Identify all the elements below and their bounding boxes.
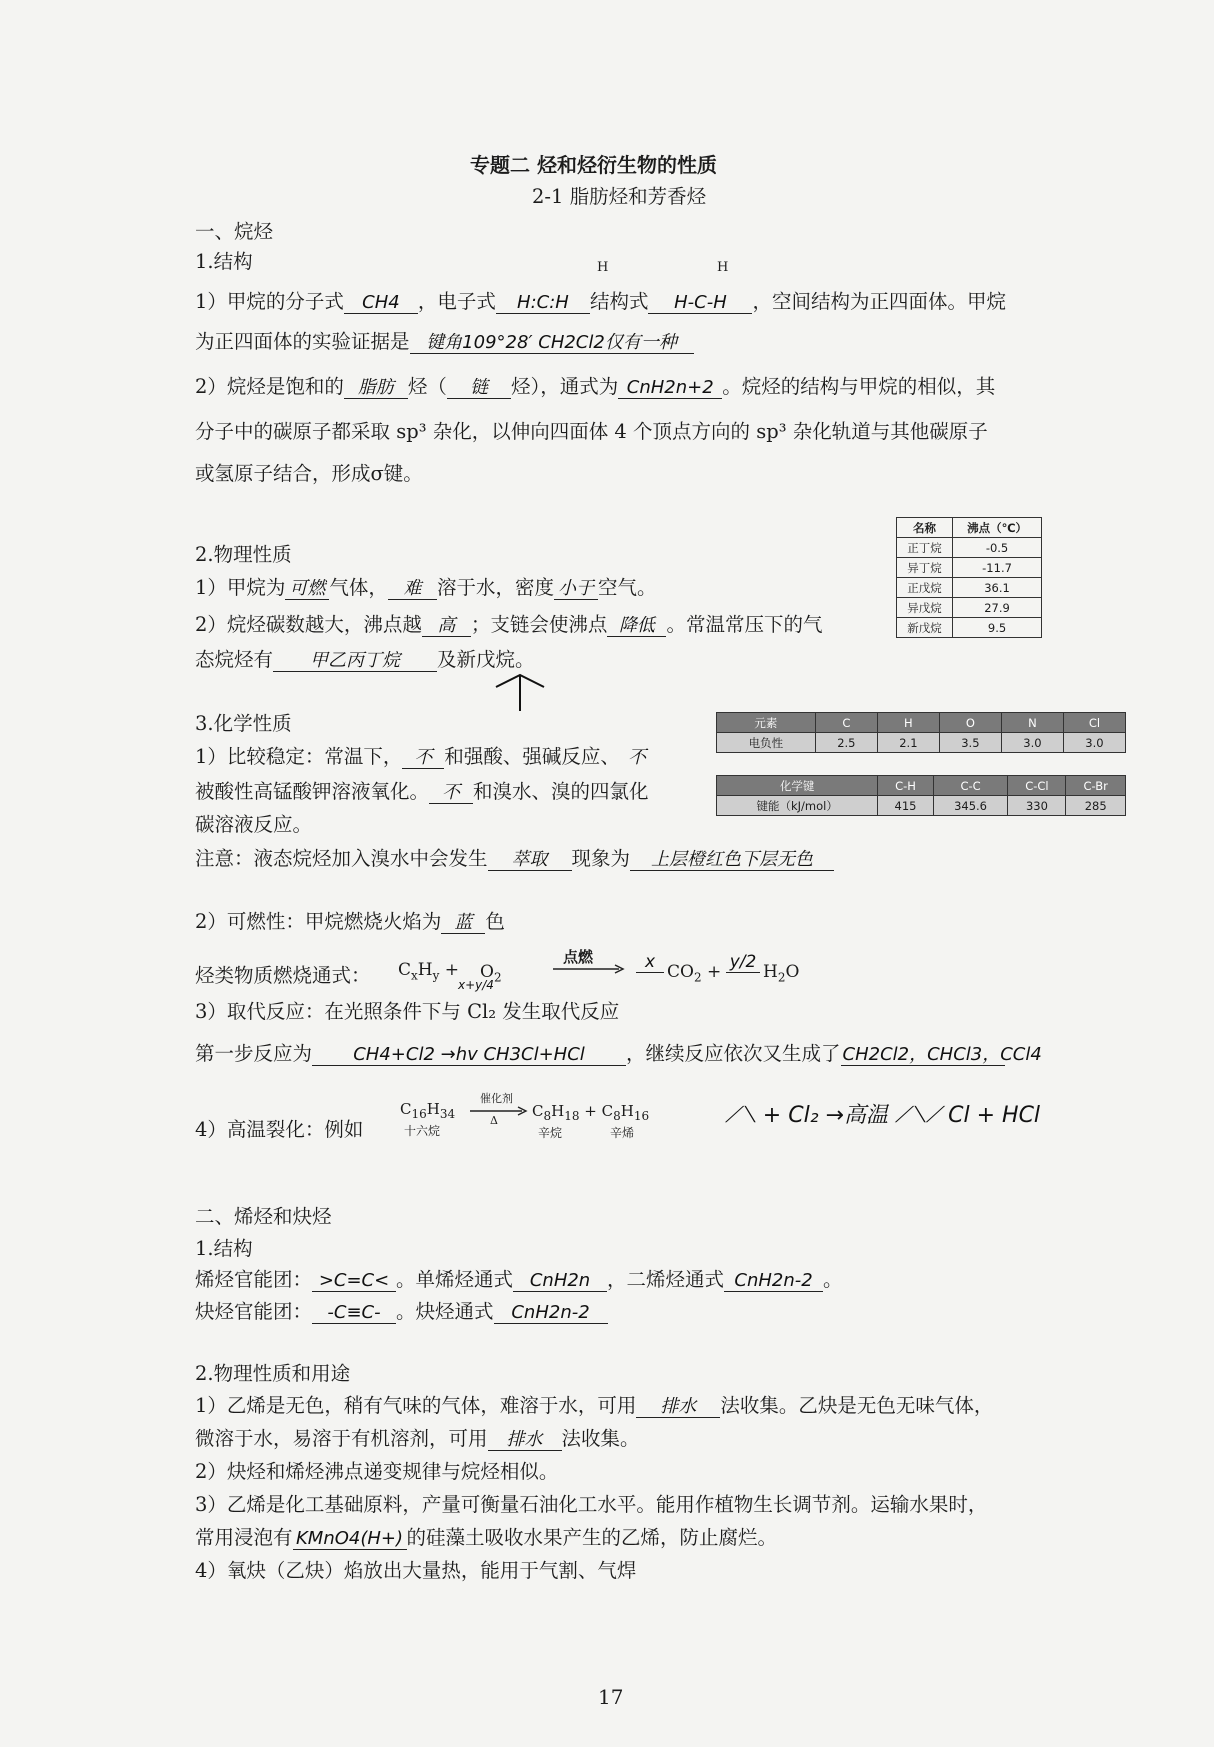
text-segment: 微溶于水，易溶于有机溶剂，可用 bbox=[195, 1427, 488, 1450]
text-segment: 的硅藻土吸收水果产生的乙烯，防止腐烂。 bbox=[406, 1526, 778, 1549]
table-row bbox=[897, 598, 1042, 618]
text-segment: 和溴水、溴的四氯化 bbox=[473, 780, 649, 803]
combustion-formula-label: 烃类物质燃烧通式： bbox=[195, 964, 371, 987]
table-cell: 3.5 bbox=[939, 733, 1001, 753]
table-header-cell: C bbox=[815, 713, 877, 733]
answer-blank: 可燃 bbox=[285, 579, 329, 600]
page-subtitle: 2-1 脂肪烃和芳香烃 bbox=[532, 185, 707, 208]
table-header-cell: C-C bbox=[933, 776, 1008, 796]
combustion-condition: 点燃 bbox=[563, 948, 594, 966]
text-segment: 现象为 bbox=[571, 847, 631, 870]
text-segment: 2）烷烃碳数越大，沸点越 bbox=[195, 613, 422, 636]
answer-blank: 键角109°28′ CH2Cl2仅有一种 bbox=[410, 333, 694, 354]
cracking-product2-name: 辛烯 bbox=[610, 1126, 635, 1140]
table-header-row bbox=[897, 518, 1042, 538]
table-header-cell: 沸点（℃） bbox=[953, 518, 1042, 538]
text-segment: 第一步反应为 bbox=[195, 1042, 313, 1065]
table-header-row bbox=[717, 776, 1126, 796]
neopentane-sketch-icon bbox=[490, 665, 550, 713]
answer-blank: CH2Cl2，CHCl3，CCl4 bbox=[842, 1044, 1042, 1065]
table-cell: 异丁烷 bbox=[897, 558, 953, 578]
fruit-preservation-line bbox=[195, 1526, 777, 1550]
table-cell: 键能（kJ/mol） bbox=[717, 796, 878, 816]
boiling-point-table bbox=[896, 517, 1042, 638]
reaction-arrow-icon bbox=[553, 964, 625, 974]
table-cell: 36.1 bbox=[953, 578, 1042, 598]
table-cell: 正戊烷 bbox=[897, 578, 953, 598]
text-segment: 炔烃官能团： bbox=[195, 1300, 313, 1323]
text-segment: ；支链会使沸点 bbox=[470, 613, 608, 636]
table-cell: 3.0 bbox=[1063, 733, 1125, 753]
subheading-physical: 2.物理性质 bbox=[195, 543, 292, 566]
cracking-reactant: $C_{16}H_{34}$ bbox=[400, 1100, 456, 1121]
stability-line-1 bbox=[195, 745, 654, 769]
answer-blank: 不 bbox=[402, 748, 444, 769]
text-segment: 2）烷烃是饱和的 bbox=[195, 375, 344, 398]
text-segment: 及新戊烷。 bbox=[437, 648, 535, 671]
table-header-cell: 名称 bbox=[897, 518, 953, 538]
table-cell: -0.5 bbox=[953, 538, 1042, 558]
evidence-line bbox=[195, 330, 694, 354]
text-segment: 1）甲烷为 bbox=[195, 576, 286, 599]
bond-energy-table bbox=[716, 775, 1126, 816]
acetylene-line bbox=[195, 1427, 640, 1451]
subheading-structure-2: 1.结构 bbox=[195, 1237, 253, 1260]
answer-blank: 蓝 bbox=[441, 913, 485, 934]
stability-line-3: 碳溶液反应。 bbox=[195, 813, 313, 836]
table-cell: 电负性 bbox=[717, 733, 816, 753]
text-segment: 结构式 bbox=[589, 290, 649, 313]
table-header-cell: C-H bbox=[878, 776, 933, 796]
table-cell: 27.9 bbox=[953, 598, 1042, 618]
text-segment: 。炔烃通式 bbox=[396, 1300, 494, 1323]
ethylene-line bbox=[195, 1394, 993, 1418]
table-header-cell: 元素 bbox=[717, 713, 816, 733]
table-row bbox=[897, 618, 1042, 638]
answer-blank: CnH2n bbox=[513, 1271, 607, 1292]
table-header-cell: C-Cl bbox=[1008, 776, 1066, 796]
methane-line bbox=[195, 290, 1006, 314]
text-segment: 烯烃官能团： bbox=[195, 1268, 313, 1291]
answer-blank: CnH2n-2 bbox=[494, 1303, 608, 1324]
co2-formula: $CO_2$ + bbox=[667, 962, 722, 985]
text-segment: 法收集。 bbox=[561, 1427, 640, 1450]
answer-blank: H-C-H bbox=[648, 293, 752, 314]
cracking-catalyst: 催化剂 bbox=[480, 1092, 513, 1105]
answer-blank: CH4+Cl2 →hv CH3Cl+HCl bbox=[312, 1045, 626, 1066]
sp3-text: 分子中的碳原子都采取 sp³ 杂化，以伸向四面体 4 个顶点方向的 sp³ 杂化轨道与其他碳原子 bbox=[195, 420, 988, 443]
answer-blank: 链 bbox=[447, 378, 511, 399]
table-cell: 新戊烷 bbox=[897, 618, 953, 638]
cracking-products: $C_8H_{18} + C_8H_{16}$ bbox=[532, 1102, 650, 1123]
answer-blank: 高 bbox=[422, 616, 471, 637]
electron-formula-top-h: H bbox=[597, 260, 609, 275]
o2-formula: $O_2$ bbox=[480, 962, 502, 985]
text-segment: 为正四面体的实验证据是 bbox=[195, 330, 410, 353]
table-header-cell: C-Br bbox=[1066, 776, 1126, 796]
text-segment: 。常温常压下的气 bbox=[666, 613, 823, 636]
table-cell: 2.1 bbox=[877, 733, 939, 753]
gaseous-alkanes-line bbox=[195, 648, 535, 672]
ethylene-use-line: 3）乙烯是化工基础原料，产量可衡量石油化工水平。能用作植物生长调节剂。运输水果时， bbox=[195, 1493, 988, 1516]
table-cell: 9.5 bbox=[953, 618, 1042, 638]
table-header-cell: O bbox=[939, 713, 1001, 733]
table-cell: -11.7 bbox=[953, 558, 1042, 578]
table-row bbox=[717, 796, 1126, 816]
h2o-formula: $H_2O$ bbox=[763, 962, 800, 985]
answer-blank: 脂肪 bbox=[344, 378, 408, 399]
text-segment: 色 bbox=[485, 910, 505, 933]
cracking-product1-name: 辛烷 bbox=[538, 1126, 563, 1140]
table-cell: 330 bbox=[1008, 796, 1066, 816]
text-segment: ，电子式 bbox=[417, 290, 496, 313]
table-header-cell: H bbox=[877, 713, 939, 733]
text-segment: 常用浸泡有 bbox=[195, 1526, 293, 1549]
alkyne-functional-line bbox=[195, 1300, 608, 1324]
page-title: 专题二 烃和烃衍生物的性质 bbox=[470, 153, 717, 177]
answer-blank: CnH2n+2 bbox=[618, 378, 722, 399]
text-segment: 2）可燃性：甲烷燃烧火焰为 bbox=[195, 910, 442, 933]
answer-blank: 不 bbox=[627, 747, 646, 768]
text-segment: ，空间结构为正四面体。甲烷 bbox=[752, 290, 1006, 313]
table-row bbox=[897, 558, 1042, 578]
table-cell: 正丁烷 bbox=[897, 538, 953, 558]
oxyacetylene-line: 4）氧炔（乙炔）焰放出大量热，能用于气割、气焊 bbox=[195, 1559, 637, 1582]
answer-blank: H:C:H bbox=[496, 293, 590, 314]
table-header-cell: 化学键 bbox=[717, 776, 878, 796]
answer-blank: 排水 bbox=[636, 1397, 720, 1418]
methane-physical-line bbox=[195, 576, 656, 600]
note-line bbox=[195, 847, 834, 871]
subheading-physical-uses: 2.物理性质和用途 bbox=[195, 1362, 351, 1385]
combustion-line bbox=[195, 910, 505, 934]
cracking-label: 4）高温裂化：例如 bbox=[195, 1118, 364, 1141]
section-heading-alkanes: 一、烷烃 bbox=[195, 220, 274, 243]
cracking-heat: Δ bbox=[490, 1114, 498, 1127]
h2o-coefficient: y/2 bbox=[726, 952, 760, 973]
text-segment: 空气。 bbox=[597, 576, 657, 599]
subheading-chemical: 3.化学性质 bbox=[195, 712, 292, 735]
boiling-point-line bbox=[195, 613, 822, 637]
text-segment: 1）乙烯是无色，稍有气味的气体，难溶于水，可用 bbox=[195, 1394, 637, 1417]
answer-blank: CH4 bbox=[344, 293, 418, 314]
table-cell: 285 bbox=[1066, 796, 1126, 816]
struct-formula-top-h: H bbox=[717, 260, 729, 275]
text-segment: 1）甲烷的分子式 bbox=[195, 290, 344, 313]
cracking-reactant-name: 十六烷 bbox=[404, 1124, 441, 1138]
answer-blank: 小于 bbox=[554, 579, 598, 600]
stability-line-2 bbox=[195, 780, 649, 804]
text-segment: 和强酸、强碱反应、 bbox=[444, 745, 620, 768]
text-segment: ，继续反应依次又生成了 bbox=[626, 1042, 841, 1065]
electronegativity-table bbox=[716, 712, 1126, 753]
answer-blank: KMnO4(H+) bbox=[293, 1529, 407, 1550]
handwritten-equation: ⟋⟍ + Cl₂ →高温 ⟋⟍⟋ Cl + HCl bbox=[725, 1103, 1041, 1128]
text-segment: 1）比较稳定：常温下， bbox=[195, 745, 403, 768]
text-segment: 。烷烃的结构与甲烷的相似，其 bbox=[722, 375, 996, 398]
section-heading-alkenes: 二、烯烃和炔烃 bbox=[195, 1205, 332, 1228]
answer-blank: -C≡C- bbox=[312, 1303, 396, 1324]
text-segment: 。单烯烃通式 bbox=[396, 1268, 514, 1291]
answer-blank: 萃取 bbox=[488, 850, 572, 871]
table-cell: 3.0 bbox=[1001, 733, 1063, 753]
text-segment: 溶于水，密度 bbox=[436, 576, 554, 599]
table-row bbox=[897, 578, 1042, 598]
answer-blank: CnH2n-2 bbox=[724, 1271, 823, 1292]
text-segment: 烃），通式为 bbox=[510, 375, 619, 398]
text-segment: 态烷烃有 bbox=[195, 648, 274, 671]
table-cell: 异戊烷 bbox=[897, 598, 953, 618]
page-number: 17 bbox=[598, 1685, 624, 1709]
text-segment: 法收集。乙炔是无色无味气体， bbox=[720, 1394, 994, 1417]
table-header-row bbox=[717, 713, 1126, 733]
table-cell: 415 bbox=[878, 796, 933, 816]
text-segment: 。 bbox=[823, 1268, 843, 1291]
co2-coefficient: x bbox=[636, 952, 664, 973]
substitution-intro: 3）取代反应：在光照条件下与 Cl₂ 发生取代反应 bbox=[195, 1000, 620, 1023]
text-segment: 被酸性高锰酸钾溶液氧化。 bbox=[195, 780, 430, 803]
table-cell: 345.6 bbox=[933, 796, 1008, 816]
table-cell: 2.5 bbox=[815, 733, 877, 753]
sigma-bond-text: 或氢原子结合，形成σ键。 bbox=[195, 462, 423, 485]
alkene-functional-line bbox=[195, 1268, 843, 1292]
text-segment: 烃（ bbox=[407, 375, 447, 398]
text-segment: 注意：液态烷烃加入溴水中会发生 bbox=[195, 847, 488, 870]
table-header-cell: Cl bbox=[1063, 713, 1125, 733]
answer-blank: >C=C< bbox=[312, 1271, 396, 1292]
subheading-structure: 1.结构 bbox=[195, 250, 253, 273]
answer-blank: 降低 bbox=[607, 616, 666, 637]
text-segment: ，二烯烃通式 bbox=[607, 1268, 725, 1291]
cracking-arrow-icon bbox=[470, 1106, 528, 1116]
o2-coefficient: x+y/4 bbox=[458, 978, 494, 992]
answer-blank: 难 bbox=[388, 579, 437, 600]
table-row bbox=[897, 538, 1042, 558]
answer-blank: 不 bbox=[429, 783, 473, 804]
answer-blank: 上层橙红色下层无色 bbox=[630, 850, 834, 871]
substitution-line bbox=[195, 1042, 1042, 1066]
combustion-equation: $C_xH_y$ + bbox=[398, 960, 460, 983]
boiling-trend-line: 2）炔烃和烯烃沸点递变规律与烷烃相似。 bbox=[195, 1460, 559, 1483]
alkane-saturation-line bbox=[195, 375, 995, 399]
answer-blank: 排水 bbox=[488, 1430, 562, 1451]
text-segment: 气体， bbox=[329, 576, 388, 599]
answer-blank: 甲乙丙丁烷 bbox=[273, 651, 437, 672]
table-header-cell: N bbox=[1001, 713, 1063, 733]
table-row bbox=[717, 733, 1126, 753]
